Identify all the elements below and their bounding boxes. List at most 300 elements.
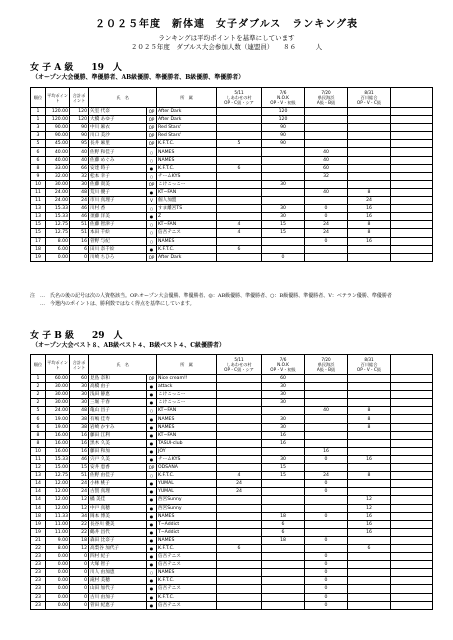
avg-points-cell: 11.00 bbox=[46, 528, 70, 536]
club-cell: KT−FAN bbox=[157, 221, 217, 229]
event3-points: 0 bbox=[305, 512, 348, 520]
blank-cell bbox=[391, 156, 433, 164]
event3-points bbox=[305, 116, 348, 124]
rank-cell: 1 bbox=[31, 375, 46, 383]
blank-cell bbox=[391, 431, 433, 439]
club-cell: YUMAL bbox=[157, 480, 217, 488]
qualification-mark: OP bbox=[147, 108, 157, 116]
table-row bbox=[31, 561, 433, 569]
event3-points bbox=[305, 544, 348, 552]
rank-cell: 11 bbox=[31, 188, 46, 196]
total-points-cell: 18 bbox=[70, 536, 89, 544]
event1-points bbox=[217, 439, 262, 447]
name-cell: 宍戸 久美 bbox=[89, 455, 147, 463]
rank-cell: 17 bbox=[31, 237, 46, 245]
table-row bbox=[31, 108, 433, 116]
avg-points-cell: 8.00 bbox=[46, 544, 70, 552]
event4-points: 8 bbox=[348, 221, 391, 229]
qualification-mark: ○ bbox=[147, 172, 157, 180]
event4-points: 6 bbox=[348, 544, 391, 552]
total-points-cell: 38 bbox=[70, 423, 89, 431]
event2-points: 30 bbox=[262, 213, 305, 221]
name-cell: 岩崎 かすみ bbox=[89, 423, 147, 431]
event2-points bbox=[262, 156, 305, 164]
event1-points bbox=[217, 108, 262, 116]
event4-points bbox=[348, 108, 391, 116]
avg-points-cell: 120.00 bbox=[46, 108, 70, 116]
rank-cell: 18 bbox=[31, 512, 46, 520]
blank-cell bbox=[391, 520, 433, 528]
event4-points bbox=[348, 399, 391, 407]
event1-points bbox=[217, 593, 262, 601]
blank-cell bbox=[391, 447, 433, 455]
avg-points-cell: 90.00 bbox=[46, 132, 70, 140]
total-points-cell: 0 bbox=[70, 561, 89, 569]
header-c4: 8/31 百川総合 OP・V・C級 bbox=[348, 355, 391, 375]
blank-cell bbox=[391, 472, 433, 480]
event4-points bbox=[348, 569, 391, 577]
event1-points bbox=[217, 172, 262, 180]
blank-cell bbox=[391, 148, 433, 156]
avg-points-cell: 32.00 bbox=[46, 172, 70, 180]
total-points-cell: 16 bbox=[70, 439, 89, 447]
header-avg: 平均ポイント bbox=[46, 355, 70, 375]
avg-points-cell: 12.00 bbox=[46, 488, 70, 496]
qualification-mark: ● bbox=[147, 164, 157, 172]
table-row bbox=[31, 415, 433, 423]
club-cell: TASUI-club bbox=[157, 439, 217, 447]
event2-points: 6 bbox=[262, 528, 305, 536]
qualification-mark: ● bbox=[147, 601, 157, 609]
table-row bbox=[31, 213, 433, 221]
blank-cell bbox=[391, 399, 433, 407]
event1-points bbox=[217, 156, 262, 164]
total-points-cell: 22 bbox=[70, 528, 89, 536]
avg-points-cell: 120.00 bbox=[46, 116, 70, 124]
event1-points: 5 bbox=[217, 140, 262, 148]
avg-points-cell: 12.00 bbox=[46, 504, 70, 512]
name-cell: 佐藤 めぐみ bbox=[89, 156, 147, 164]
blank-cell bbox=[391, 455, 433, 463]
event2-points bbox=[262, 237, 305, 245]
event4-points bbox=[348, 148, 391, 156]
club-cell: Z bbox=[157, 213, 217, 221]
qualification-mark: ● bbox=[147, 544, 157, 552]
event3-points bbox=[305, 391, 348, 399]
rank-cell: 23 bbox=[31, 601, 46, 609]
event2-points: 60 bbox=[262, 375, 305, 383]
qualification-mark: ● bbox=[147, 561, 157, 569]
avg-points-cell: 30.00 bbox=[46, 180, 70, 188]
rank-cell: 11 bbox=[31, 455, 46, 463]
club-cell: 信吾テニス bbox=[157, 585, 217, 593]
section-b-title: 女 子 B 級 29 人 bbox=[30, 331, 123, 341]
qualification-mark: ● bbox=[147, 593, 157, 601]
club-cell: K.F.T.C. bbox=[157, 245, 217, 253]
total-points-cell: 95 bbox=[70, 140, 89, 148]
event3-points: 16 bbox=[305, 447, 348, 455]
event1-points bbox=[217, 512, 262, 520]
event4-points: 16 bbox=[348, 455, 391, 463]
name-cell: 長谷川 優美 bbox=[89, 520, 147, 528]
avg-points-cell: 16.00 bbox=[46, 447, 70, 455]
event3-points: 0 bbox=[305, 536, 348, 544]
name-cell: 大橋 あゆ子 bbox=[89, 116, 147, 124]
club-cell: チームKYS bbox=[157, 172, 217, 180]
event1-points bbox=[217, 391, 262, 399]
event4-points bbox=[348, 132, 391, 140]
event4-points: 8 bbox=[348, 472, 391, 480]
event1-points: 6 bbox=[217, 544, 262, 552]
table-row bbox=[31, 253, 433, 261]
event3-points bbox=[305, 520, 348, 528]
event4-points bbox=[348, 375, 391, 383]
event3-points: 24 bbox=[305, 229, 348, 237]
event1-points bbox=[217, 180, 262, 188]
table-row bbox=[31, 375, 433, 383]
table-row bbox=[31, 140, 433, 148]
club-cell: 信吾テニス bbox=[157, 601, 217, 609]
header-c1: 5/11 しあわせの村 OP・C級・シア bbox=[217, 88, 262, 108]
event2-points: 16 bbox=[262, 431, 305, 439]
rank-cell: 18 bbox=[31, 245, 46, 253]
name-cell: 四村 紀子 bbox=[89, 553, 147, 561]
header-avg: 平均ポイント bbox=[46, 88, 70, 108]
avg-points-cell: 30.00 bbox=[46, 383, 70, 391]
table-row bbox=[31, 221, 433, 229]
total-points-cell: 120 bbox=[70, 116, 89, 124]
event4-points: 16 bbox=[348, 512, 391, 520]
rank-cell: 14 bbox=[31, 480, 46, 488]
rank-cell: 23 bbox=[31, 593, 46, 601]
rank-cell: 8 bbox=[31, 439, 46, 447]
event4-points: 12 bbox=[348, 504, 391, 512]
total-points-cell: 24 bbox=[70, 488, 89, 496]
name-cell: 中戸 真穂 bbox=[89, 504, 147, 512]
blank-cell bbox=[391, 116, 433, 124]
name-cell: 川村 香 bbox=[89, 205, 147, 213]
event4-points: 8 bbox=[348, 407, 391, 415]
header-rank: 順位 bbox=[31, 88, 46, 108]
total-points-cell: 34 bbox=[70, 512, 89, 520]
header-club: 所 属 bbox=[157, 88, 217, 108]
event1-points bbox=[217, 423, 262, 431]
qualification-mark: ● bbox=[147, 431, 157, 439]
qualification-mark: ● bbox=[147, 455, 157, 463]
total-points-cell: 24 bbox=[70, 480, 89, 488]
event4-points bbox=[348, 172, 391, 180]
total-points-cell: 40 bbox=[70, 156, 89, 164]
section-b-subtitle: （オープン大会ベスト８、AB級ベスト４、B級ベスト４、C級優勝者） bbox=[32, 342, 226, 349]
event3-points: 0 bbox=[305, 561, 348, 569]
qualification-mark: ○ bbox=[147, 156, 157, 164]
avg-points-cell: 15.33 bbox=[46, 455, 70, 463]
blank-cell bbox=[391, 512, 433, 520]
total-points-cell: 16 bbox=[70, 237, 89, 245]
rank-cell: 13 bbox=[31, 213, 46, 221]
event2-points: 90 bbox=[262, 124, 305, 132]
event3-points bbox=[305, 496, 348, 504]
name-cell: 古川 由加子 bbox=[89, 593, 147, 601]
qualification-mark: ● bbox=[147, 415, 157, 423]
total-points-cell: 0 bbox=[70, 585, 89, 593]
event3-points: 0 bbox=[305, 569, 348, 577]
qualification-mark: ● bbox=[147, 520, 157, 528]
rank-cell: 2 bbox=[31, 391, 46, 399]
table-row bbox=[31, 593, 433, 601]
name-cell: 橘 美佳 bbox=[89, 496, 147, 504]
club-cell: こけこっこー bbox=[157, 391, 217, 399]
name-cell: 田川 奈千絵 bbox=[89, 245, 147, 253]
table-row bbox=[31, 383, 433, 391]
qualification-mark: ● bbox=[147, 383, 157, 391]
blank-cell bbox=[391, 488, 433, 496]
event1-points bbox=[217, 569, 262, 577]
blank-cell bbox=[391, 213, 433, 221]
table-row bbox=[31, 512, 433, 520]
table-row bbox=[31, 188, 433, 196]
club-cell: 信吾テニス bbox=[157, 553, 217, 561]
rank-cell: 1 bbox=[31, 108, 46, 116]
club-cell: 個人加盟 bbox=[157, 197, 217, 205]
event3-points: 0 bbox=[305, 601, 348, 609]
event1-points bbox=[217, 585, 262, 593]
event1-points bbox=[217, 407, 262, 415]
qualification-mark: ● bbox=[147, 245, 157, 253]
event1-points bbox=[217, 124, 262, 132]
rank-cell: 6 bbox=[31, 148, 46, 156]
event1-points: 4 bbox=[217, 472, 262, 480]
event3-points: 40 bbox=[305, 148, 348, 156]
qualification-mark: ● bbox=[147, 188, 157, 196]
club-cell: NAMES bbox=[157, 156, 217, 164]
event4-points bbox=[348, 253, 391, 261]
qualification-mark: ● bbox=[147, 391, 157, 399]
event4-points bbox=[348, 593, 391, 601]
name-cell: 中川 麻衣 bbox=[89, 124, 147, 132]
blank-cell bbox=[391, 253, 433, 261]
qualification-mark: OP bbox=[147, 124, 157, 132]
rank-cell: 15 bbox=[31, 221, 46, 229]
blank-cell bbox=[391, 237, 433, 245]
header-total: 合計ポイント bbox=[70, 355, 89, 375]
event4-points bbox=[348, 431, 391, 439]
club-cell: YUMAL bbox=[157, 488, 217, 496]
qualification-mark: ● bbox=[147, 439, 157, 447]
rank-cell: 14 bbox=[31, 496, 46, 504]
event3-points: 40 bbox=[305, 188, 348, 196]
total-points-cell: 120 bbox=[70, 108, 89, 116]
total-points-cell: 40 bbox=[70, 148, 89, 156]
section-a-subtitle: （オープン大会優勝、準優勝者、AB級優勝、準優勝者、B級優勝、準優勝者） bbox=[32, 74, 245, 81]
avg-points-cell: 0.00 bbox=[46, 601, 70, 609]
event4-points bbox=[348, 561, 391, 569]
event2-points: 30 bbox=[262, 180, 305, 188]
qualification-mark: ● bbox=[147, 504, 157, 512]
event2-points bbox=[262, 585, 305, 593]
rank-cell: 3 bbox=[31, 124, 46, 132]
avg-points-cell: 15.33 bbox=[46, 213, 70, 221]
name-cell: 藤田 和加 bbox=[89, 447, 147, 455]
total-points-cell: 30 bbox=[70, 391, 89, 399]
qualification-mark: ○ bbox=[147, 472, 157, 480]
club-cell: K.F.T.C. bbox=[157, 593, 217, 601]
event3-points: 0 bbox=[305, 455, 348, 463]
event4-points bbox=[348, 553, 391, 561]
avg-points-cell: 0.00 bbox=[46, 585, 70, 593]
event2-points bbox=[262, 488, 305, 496]
event3-points bbox=[305, 140, 348, 148]
event3-points bbox=[305, 423, 348, 431]
table-a-body bbox=[31, 108, 433, 262]
event4-points bbox=[348, 536, 391, 544]
event2-points: 120 bbox=[262, 116, 305, 124]
avg-points-cell: 16.00 bbox=[46, 439, 70, 447]
avg-points-cell: 0.00 bbox=[46, 561, 70, 569]
club-cell: JOY bbox=[157, 447, 217, 455]
event3-points bbox=[305, 375, 348, 383]
club-cell: After Dark bbox=[157, 253, 217, 261]
event3-points bbox=[305, 197, 348, 205]
event2-points bbox=[262, 496, 305, 504]
event3-points: 0 bbox=[305, 213, 348, 221]
event2-points bbox=[262, 544, 305, 552]
qualification-mark: ● bbox=[147, 536, 157, 544]
avg-points-cell: 0.00 bbox=[46, 253, 70, 261]
table-row bbox=[31, 431, 433, 439]
rank-cell: 8 bbox=[31, 431, 46, 439]
total-points-cell: 60 bbox=[70, 375, 89, 383]
event2-points: 30 bbox=[262, 415, 305, 423]
table-row bbox=[31, 544, 433, 552]
event3-points bbox=[305, 124, 348, 132]
total-points-cell: 51 bbox=[70, 221, 89, 229]
total-points-cell: 90 bbox=[70, 124, 89, 132]
table-row bbox=[31, 577, 433, 585]
qualification-mark: ● bbox=[147, 585, 157, 593]
name-cell: 本田 千絵 bbox=[89, 229, 147, 237]
name-cell: 市川 真理子 bbox=[89, 197, 147, 205]
blank-cell bbox=[391, 601, 433, 609]
blank-cell bbox=[391, 439, 433, 447]
club-cell: T−Addict bbox=[157, 520, 217, 528]
qualification-mark: ● bbox=[147, 447, 157, 455]
table-row bbox=[31, 124, 433, 132]
qualification-mark: OP bbox=[147, 375, 157, 383]
event1-points bbox=[217, 504, 262, 512]
event2-points: 30 bbox=[262, 391, 305, 399]
event4-points bbox=[348, 480, 391, 488]
name-cell: 松本 幸子 bbox=[89, 172, 147, 180]
club-cell: 西宮Sunny bbox=[157, 504, 217, 512]
avg-points-cell: 0.00 bbox=[46, 553, 70, 561]
event3-points: 0 bbox=[305, 488, 348, 496]
blank-cell bbox=[391, 593, 433, 601]
avg-points-cell: 24.00 bbox=[46, 407, 70, 415]
event1-points: 6 bbox=[217, 245, 262, 253]
table-row bbox=[31, 553, 433, 561]
avg-points-cell: 11.33 bbox=[46, 512, 70, 520]
event2-points: 90 bbox=[262, 140, 305, 148]
event1-points bbox=[217, 197, 262, 205]
rank-cell: 6 bbox=[31, 423, 46, 431]
event1-points bbox=[217, 237, 262, 245]
blank-cell bbox=[391, 536, 433, 544]
blank-cell bbox=[391, 383, 433, 391]
total-points-cell: 15 bbox=[70, 464, 89, 472]
club-cell: NAMES bbox=[157, 415, 217, 423]
total-points-cell: 51 bbox=[70, 229, 89, 237]
table-row bbox=[31, 528, 433, 536]
rank-cell: 5 bbox=[31, 407, 46, 415]
event3-points: 32 bbox=[305, 172, 348, 180]
event2-points bbox=[262, 148, 305, 156]
table-row bbox=[31, 197, 433, 205]
event2-points: 15 bbox=[262, 229, 305, 237]
event3-points bbox=[305, 528, 348, 536]
participant-count: ２０２５年度 ダブルス大会参加人数（連盟員） ８６ 人 bbox=[130, 43, 323, 51]
name-cell: 佐野 和佳子 bbox=[89, 148, 147, 156]
qualification-mark: ● bbox=[147, 553, 157, 561]
event3-points bbox=[305, 180, 348, 188]
event1-points bbox=[217, 415, 262, 423]
event1-points bbox=[217, 375, 262, 383]
table-row bbox=[31, 439, 433, 447]
club-cell: After Dark bbox=[157, 108, 217, 116]
total-points-cell: 30 bbox=[70, 180, 89, 188]
total-points-cell: 12 bbox=[70, 496, 89, 504]
total-points-cell: 12 bbox=[70, 544, 89, 552]
avg-points-cell: 12.75 bbox=[46, 229, 70, 237]
blank-cell bbox=[391, 108, 433, 116]
total-points-cell: 0 bbox=[70, 553, 89, 561]
qualification-mark: ○ bbox=[147, 221, 157, 229]
event4-points bbox=[348, 245, 391, 253]
event4-points: 8 bbox=[348, 415, 391, 423]
club-cell: NAMES bbox=[157, 237, 217, 245]
event3-points bbox=[305, 245, 348, 253]
event2-points bbox=[262, 164, 305, 172]
blank-cell bbox=[391, 480, 433, 488]
event2-points: 16 bbox=[262, 439, 305, 447]
table-row bbox=[31, 455, 433, 463]
name-cell: 佐藤 貴美 bbox=[89, 180, 147, 188]
event2-points bbox=[262, 553, 305, 561]
header-c3: 7/20 県民海浜 A級・B級 bbox=[305, 355, 348, 375]
rank-cell: 10 bbox=[31, 447, 46, 455]
total-points-cell: 48 bbox=[70, 407, 89, 415]
event3-points: 0 bbox=[305, 593, 348, 601]
qualification-mark: OP bbox=[147, 253, 157, 261]
event2-points: 120 bbox=[262, 108, 305, 116]
rank-cell: 2 bbox=[31, 399, 46, 407]
event2-points: 15 bbox=[262, 221, 305, 229]
table-row bbox=[31, 585, 433, 593]
event2-points bbox=[262, 561, 305, 569]
event1-points bbox=[217, 188, 262, 196]
total-points-cell: 0 bbox=[70, 569, 89, 577]
name-cell: 佐野 由佳子 bbox=[89, 472, 147, 480]
name-cell: 長井 麻里 bbox=[89, 140, 147, 148]
qualification-mark: OP bbox=[147, 464, 157, 472]
blank-cell bbox=[391, 569, 433, 577]
name-cell: 有嶋 佳寿 bbox=[89, 415, 147, 423]
header-c2: 7/6 N.O.K OP・V・初級 bbox=[262, 88, 305, 108]
event3-points: 0 bbox=[305, 237, 348, 245]
event2-points: 0 bbox=[262, 253, 305, 261]
name-cell: 川口 美沙 bbox=[89, 132, 147, 140]
qualification-mark: ● bbox=[147, 496, 157, 504]
